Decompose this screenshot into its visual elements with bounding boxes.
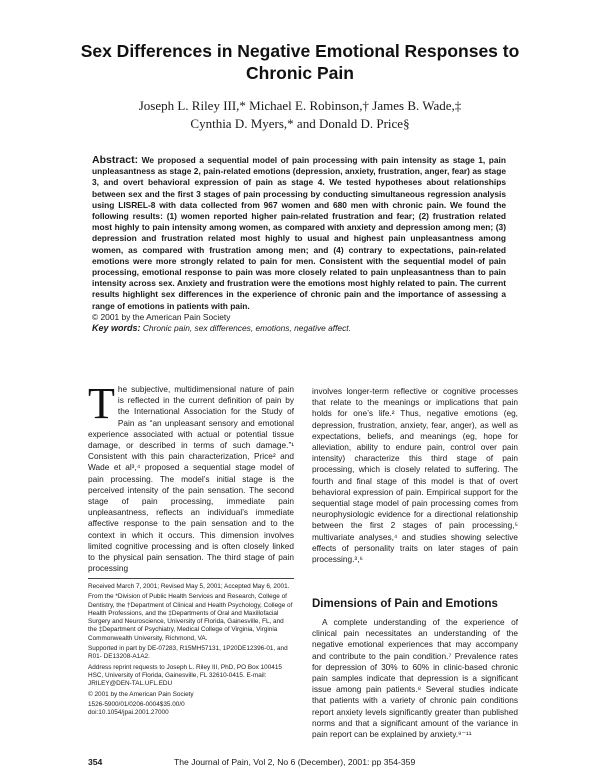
authors-line-1: Joseph L. Riley III,* Michael E. Robinson,† James B. Wade,‡: [138, 98, 462, 113]
received-dates: Received March 7, 2001; Revised May 5, 2001; Accepted May 6, 2001.: [88, 583, 290, 590]
intro-paragraph: he subjective, multidimensional nature of pain is reflected in the current definition of pain by the International Association for the Study of Pain as “an unpleasant sensory and emotional experience associated with actual or potential tissue damage, or described in terms of such damage.”¹ Consistent with this pain characterization, Price² and Wade et al³,⁴ proposed a sequential stage model of pain processing. The model’s initial stage is the perceived intensity of the pain sensation. The second stage of pain processing, immediate pain unpleasantness, reflects an individual’s immediate affective response to the pain sensation and to the context in which it occurs. This dimension involves limited cognitive processing and is often closely linked to the physical pain sensation. The third stage of pain processing: [88, 384, 294, 574]
footnotes: [88, 583, 294, 717]
keywords-text: Chronic pain, sex differences, emotions, negative affect.: [142, 323, 351, 334]
abstract: [92, 155, 506, 334]
affiliations: From the *Division of Public Health Services and Research, College of Dentistry, the †Department of Clinical and Health Psychology, College of Health Professions, and the ‡Departments of Oral and Maxillofacial Surgery and Neuroscience, University of Florida, Gainesville, FL, and the ‡Department of Psychiatry, Medical College of Virginia, Virginia Commonwealth University, Richmond, VA.: [88, 593, 293, 642]
paper-title: Sex Differences in Negative Emotional Responses to Chronic Pain: [80, 41, 520, 83]
abstract-text: We proposed a sequential model of pain processing with pain intensity as stage 1, pain unpleasantness as stage 2, pain-related emotions (depression, anxiety, frustration, anger, fear) as stage 3, and overt behavioral expression of pain as stage 4. We tested hypotheses about relationships between sex and the first 3 stages of pain processing by conducting simultaneous regression analysis using LISREL-8 with data collected from 967 women and 680 men with chronic pain. We found the following results: (1) women reported higher pain-related frustration and fear; (2) frustration related most highly to pain intensity among women, as compared with anxiety and depression among men; (3) depression and frustration related most highly to usual and highest pain unpleasantness among women, as compared with frustration among men; and (4) contrary to expectations, pain-related emotions were more strongly related to pain for men. Consistent with the sequential model of pain processing, emotional response to pain was more closely related to pain unpleasantness than to pain intensity across sex. Anxiety and frustration were the emotions most highly related to pain. The current results highlight sex differences in the experience of chronic pain and the importance of assessing a range of emotions in patients with pain.: [92, 155, 507, 311]
authors-line-2: Cynthia D. Myers,* and Donald D. Price§: [190, 116, 410, 131]
reprint-address: Address reprint requests to Joseph L. Riley III, PhD, PO Box 100415 HSC, University of Florida, Gainesville, FL 32610-0415. E-mail: JRILEY@DEN-TAL.UFL.EDU: [88, 663, 282, 688]
funding: Supported in part by DE-07283, R15MH57131, 1P20DE12396-01, and R01- DE13208-A1A2.: [88, 645, 288, 661]
keywords: [92, 323, 506, 334]
footnote-copyright: © 2001 by the American Pain Society: [88, 690, 194, 698]
page-number: 354: [88, 757, 103, 767]
right-column: [312, 386, 518, 565]
abstract-label: Abstract:: [92, 154, 139, 166]
section-paragraph: A complete understanding of the experience of clinical pain necessitates an understanding of the negative emotional experiences that may accompany and contribute to the pain condition.⁷ Prevalence rates for depression of 30% to 60% in clinic-based chronic pain samples indicate that depression is a significant issue among pain patients.⁸ Several studies indicate that patients with a variety of chronic pain conditions report anxiety levels significantly greater than published norms and that a significant amount of the variance in pain report can be explained by anxiety.⁹⁻¹¹: [312, 617, 518, 740]
continued-paragraph: involves longer-term reflective or cognitive processes that relate to the meanings or implications that pain holds for one’s life.² Thus, negative emotions (eg, depression, frustration, anxiety, fear, anger), as well as expectations, beliefs, and meanings (eg, hope for alleviation, ability to endure pain, control over pain intensity) characterize this third stage of pain processing, which is closely related to suffering. The fourth and final stage of this model is that of overt behavioral expression of pain. Empirical support for the sequential stage model of pain processing comes from neurophysiologic evidence for a directional relationship between the first 2 stages of pain processing,⁵ multivariate analyses,⁴ and studies showing selective effects of personality traits on later stages of pain processing.³,⁶: [312, 386, 518, 565]
drop-cap: T: [88, 379, 115, 428]
journal-citation: The Journal of Pain, Vol 2, No 6 (December), 2001: pp 354-359: [174, 757, 416, 767]
author-list: [60, 97, 540, 133]
keywords-label: Key words:: [92, 323, 141, 334]
section-heading: Dimensions of Pain and Emotions: [312, 598, 498, 610]
doi: doi:10.1054/jpai.2001.27000: [88, 709, 169, 717]
left-column: [88, 379, 294, 574]
issn: 1526-5900/01/0206-0004$35.00/0: [88, 700, 185, 708]
abstract-copyright: © 2001 by the American Pain Society: [92, 311, 231, 322]
footnote-divider: [88, 578, 294, 579]
